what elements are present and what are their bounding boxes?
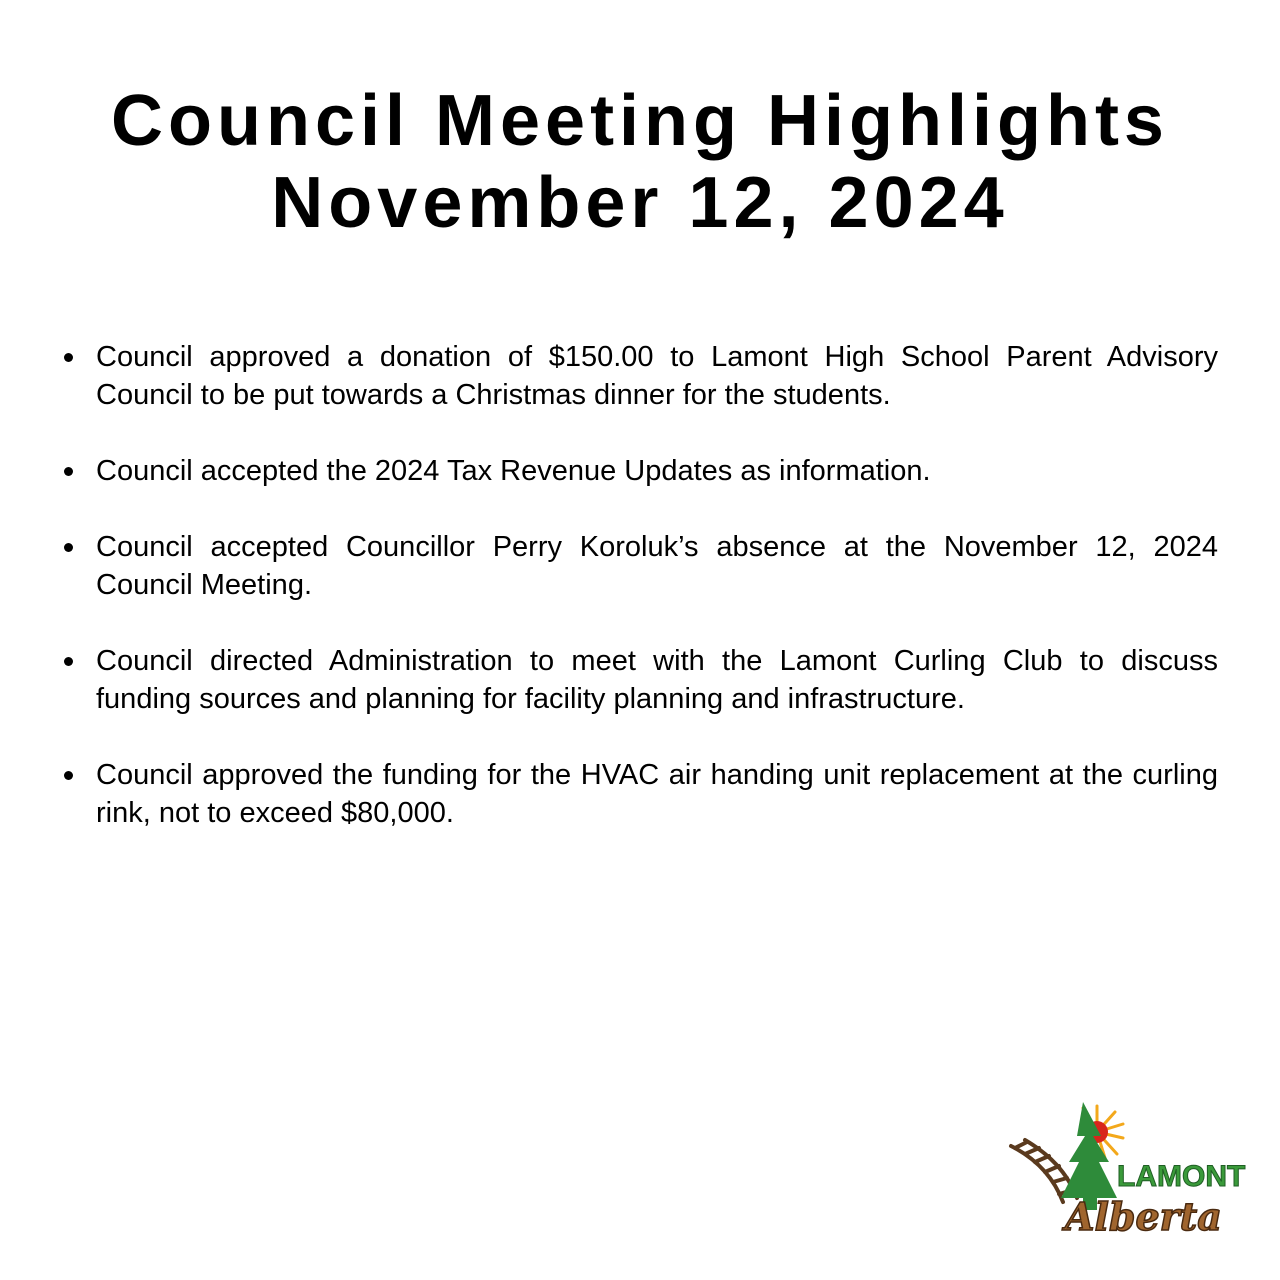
logo-text-lamont: LAMONT bbox=[1117, 1160, 1246, 1193]
bullet-icon bbox=[64, 353, 73, 362]
title-line-1: Council Meeting Highlights bbox=[111, 81, 1169, 161]
highlights-list bbox=[64, 338, 1218, 870]
lamont-alberta-logo bbox=[1005, 1098, 1255, 1238]
list-item-text: Council directed Administration to meet with the Lamont Curling Club to discuss funding sources and planning for facility planning and infrastructure. bbox=[96, 645, 1218, 715]
logo-graphic bbox=[1005, 1098, 1255, 1238]
list-item bbox=[64, 452, 1218, 490]
title-line-2: November 12, 2024 bbox=[271, 163, 1009, 243]
page-title bbox=[0, 80, 1280, 244]
logo-text-alberta: Alberta bbox=[1065, 1194, 1222, 1238]
bullet-icon bbox=[64, 657, 73, 666]
bullet-icon bbox=[64, 467, 73, 476]
list-item bbox=[64, 528, 1218, 604]
list-item-text: Council accepted Councillor Perry Koroluk’s absence at the November 12, 2024 Council Meeting. bbox=[96, 531, 1218, 601]
bullet-icon bbox=[64, 771, 73, 780]
list-item bbox=[64, 642, 1218, 718]
bullet-icon bbox=[64, 543, 73, 552]
list-item bbox=[64, 338, 1218, 414]
list-item-text: Council accepted the 2024 Tax Revenue Updates as information. bbox=[96, 455, 931, 487]
list-item-text: Council approved a donation of $150.00 to Lamont High School Parent Advisory Council to be put towards a Christmas dinner for the students. bbox=[96, 341, 1218, 411]
list-item-text: Council approved the funding for the HVAC air handing unit replacement at the curling rink, not to exceed $80,000. bbox=[96, 759, 1218, 829]
list-item bbox=[64, 756, 1218, 832]
